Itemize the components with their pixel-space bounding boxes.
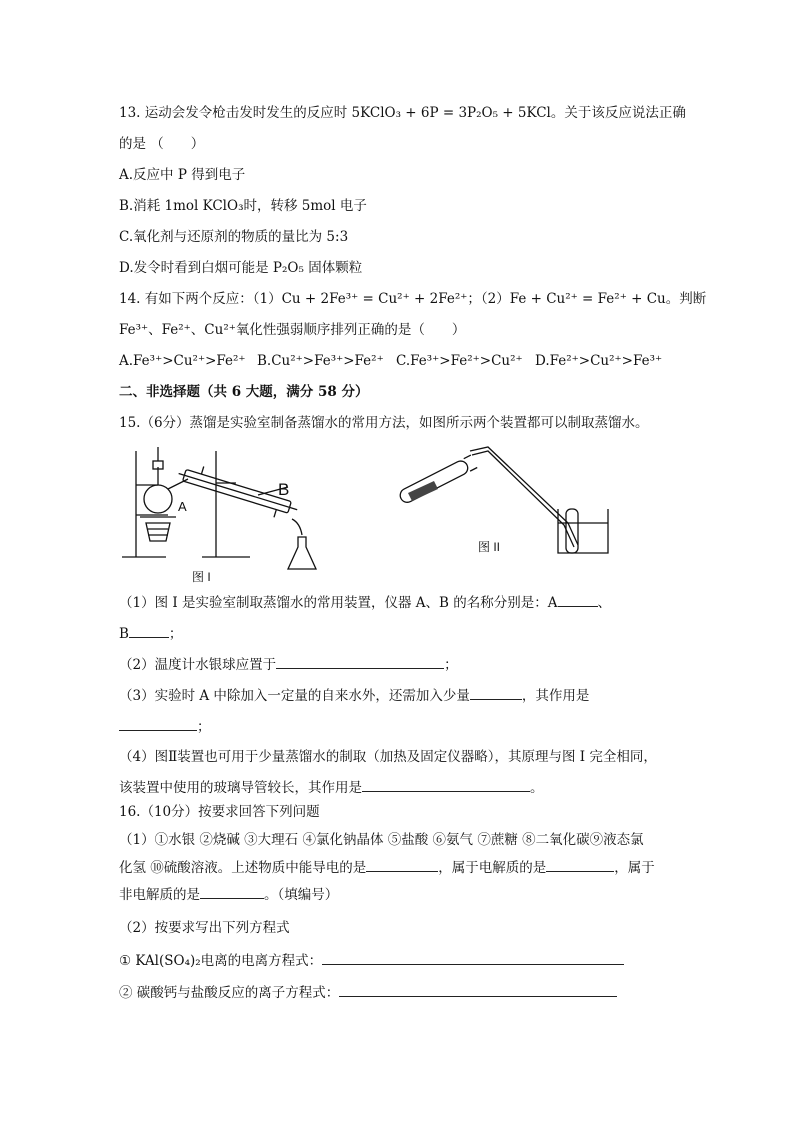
q15-sub2-end: ； xyxy=(444,657,458,673)
q15-stem: 15.（6分）蒸馏是实验室制备蒸馏水的常用方法，如图所示两个装置都可以制取蒸馏水。 xyxy=(119,415,649,431)
q15-sub3-text: （3）实验时 A 中除加入一定量的自来水外，还需加入少量 xyxy=(119,688,470,704)
q16-sub1-text: 化氢 ⑩硫酸溶液。上述物质中能导电的是 xyxy=(119,860,367,876)
figure-test-tube-apparatus xyxy=(398,443,628,563)
answer-blank-tube-purpose[interactable] xyxy=(362,777,530,792)
q16-sub2-item2 xyxy=(119,982,617,1003)
section-title: 二、非选择题（共 6 大题，满分 58 分） xyxy=(119,384,369,400)
q16-sub1-line3 xyxy=(119,884,338,905)
q16-item1-text: ① KAl(SO₄)₂电离的电离方程式： xyxy=(119,953,323,969)
q13-line1: 13. 运动会发令枪击发时发生的反应时 5KClO₃ + 6P = 3P₂O₅ + 5KCl。关于该反应说法正确 xyxy=(119,105,686,121)
q13-option-b: B.消耗 1mol KClO₃时，转移 5mol 电子 xyxy=(119,198,367,214)
q14-option-c: C.Fe³⁺>Fe²⁺>Cu²⁺ xyxy=(396,353,523,369)
answer-blank-thermometer[interactable] xyxy=(276,654,444,669)
q14-line2: Fe³⁺、Fe²⁺、Cu²⁺氧化性强弱顺序排列正确的是（ ） xyxy=(119,322,466,338)
figure-distillation-apparatus xyxy=(118,443,336,588)
q13-option-c: C.氧化剂与还原剂的物质的量比为 5:3 xyxy=(119,229,349,245)
q13-line2: 的是 （ ） xyxy=(119,136,205,152)
q15-sub3-line1 xyxy=(119,685,589,706)
q15-sub1-text: （1）图 I 是实验室制取蒸馏水的常用装置，仪器 A、B 的名称分别是：A xyxy=(119,595,558,611)
q14-line1: 14. 有如下两个反应：（1）Cu + 2Fe³⁺ = Cu²⁺ + 2Fe²⁺；（2）Fe + Cu²⁺ = Fe²⁺ + Cu。判断 xyxy=(119,291,707,307)
q14-option-a: A.Fe³⁺>Cu²⁺>Fe²⁺ xyxy=(119,353,246,369)
answer-blank-ionization[interactable] xyxy=(322,950,624,965)
answer-blank-purpose[interactable] xyxy=(119,716,197,731)
q15-sub4-line2 xyxy=(119,777,544,798)
q16-sub1-tail: ，属于 xyxy=(614,860,655,876)
q16-stem: 16.（10分）按要求回答下列问题 xyxy=(119,804,320,820)
label-a: A xyxy=(178,499,187,514)
answer-blank-ionic-equation[interactable] xyxy=(339,982,617,997)
q15-sub3-mid: ，其作用是 xyxy=(521,688,590,704)
answer-blank-b[interactable] xyxy=(129,623,169,638)
q15-sub4-line1: （4）图Ⅱ装置也可用于少量蒸馏水的制取（加热及固定仪器略），其原理与图 I 完全相同， xyxy=(119,749,657,765)
q13-option-a: A.反应中 P 得到电子 xyxy=(119,167,246,183)
q14-options xyxy=(119,351,662,371)
q15-sub1-sep: 、 xyxy=(597,595,612,611)
q15-sub1-b-label: B xyxy=(119,626,129,642)
q15-sub1-line1 xyxy=(119,592,611,613)
answer-blank-nonelectrolyte[interactable] xyxy=(200,884,264,899)
q16-item2-text: ② 碳酸钙与盐酸反应的离子方程式： xyxy=(119,985,340,1001)
q16-sub1-line1: （1）①水银 ②烧碱 ③大理石 ④氯化钠晶体 ⑤盐酸 ⑥氨气 ⑦蔗糖 ⑧二氧化碳⑨液态氯 xyxy=(119,832,644,848)
label-b: B xyxy=(278,480,290,499)
q13-option-d: D.发令时看到白烟可能是 P₂O₅ 固体颗粒 xyxy=(119,260,363,276)
q15-sub2 xyxy=(119,654,458,675)
q16-sub1-mid: ，属于电解质的是 xyxy=(438,860,547,876)
q14-option-b: B.Cu²⁺>Fe³⁺>Fe²⁺ xyxy=(257,353,384,369)
figure-2-caption: 图 II xyxy=(478,540,501,554)
q15-sub4-text: 该装置中使用的玻璃导管较长，其作用是 xyxy=(119,780,362,796)
q15-sub2-text: （2）温度计水银球应置于 xyxy=(119,657,277,673)
q16-sub2-title: （2）按要求写出下列方程式 xyxy=(119,920,290,936)
q15-sub3-end: ； xyxy=(197,719,211,735)
q14-option-d: D.Fe²⁺>Cu²⁺>Fe³⁺ xyxy=(535,353,663,369)
q15-sub1-end: ； xyxy=(168,626,183,642)
q15-sub4-end: 。 xyxy=(530,780,544,796)
q16-sub1-end: 。（填编号） xyxy=(264,887,339,903)
answer-blank-electrolyte[interactable] xyxy=(546,857,614,872)
q15-sub3-line2 xyxy=(119,716,211,737)
q16-sub1-line2 xyxy=(119,857,655,878)
q16-sub1-nonelec-text: 非电解质的是 xyxy=(119,887,200,903)
answer-blank-conductive[interactable] xyxy=(366,857,438,872)
answer-blank-additive[interactable] xyxy=(470,685,522,700)
figure-1-caption: 图 I xyxy=(192,570,211,584)
answer-blank-a[interactable] xyxy=(558,592,598,607)
q15-sub1-line2 xyxy=(119,623,182,644)
q16-sub2-item1 xyxy=(119,950,624,971)
